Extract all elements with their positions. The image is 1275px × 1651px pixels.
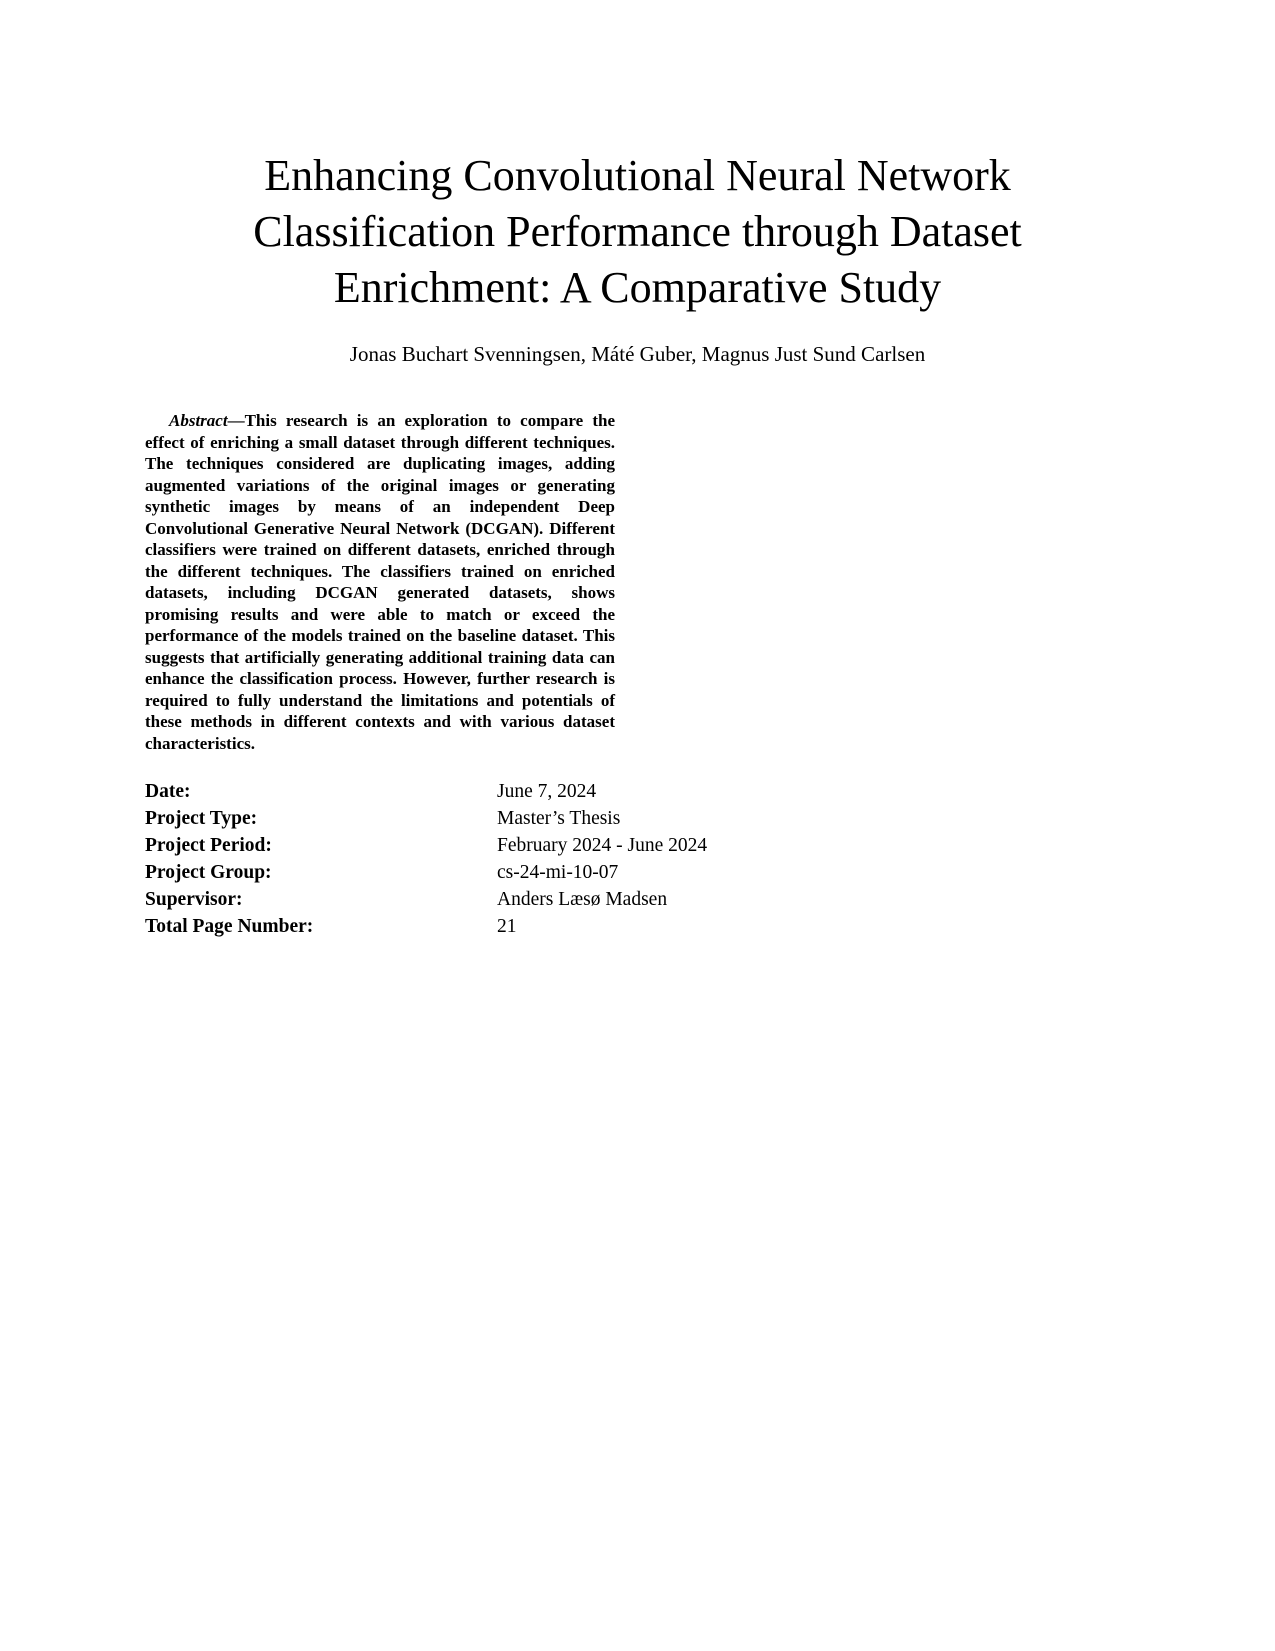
authors-line: Jonas Buchart Svenningsen, Máté Guber, Magnus Just Sund Carlsen [349,342,926,366]
meta-label-project-period: Project Period: [145,835,272,856]
meta-row-supervisor [145,886,785,913]
abstract-label: Abstract [169,411,228,430]
paper-title [0,148,1275,316]
meta-row-date [145,778,785,805]
meta-label-date: Date: [145,781,191,802]
meta-label-project-type: Project Type: [145,808,258,829]
meta-label-project-group: Project Group: [145,862,272,883]
meta-label-supervisor: Supervisor: [145,889,243,910]
meta-value-project-group: cs-24-mi-10-07 [497,862,619,883]
meta-value-date: June 7, 2024 [497,781,597,802]
abstract-body: —This research is an exploration to compare the effect of enriching a small dataset through different techniques. The techniques considered are duplicating images, adding augmented variations of the original images or generating synthetic images by means of an independent Deep Convolutional Generative Neural Network (DCGAN). Different classifiers were trained on different datasets, enriched through the different techniques. The classifiers trained on enriched datasets, including DCGAN generated datasets, shows promising results and were able to match or exceed the performance of the models trained on the baseline dataset. This suggests that artificially generating additional training data can enhance the classification process. However, further research is required to fully understand the limitations and potentials of these methods in different contexts and with various dataset characteristics. [145,411,615,753]
paper-title-line-3: Enrichment: A Comparative Study [333,263,942,312]
project-metadata [145,778,785,940]
paper-title-line-2: Classification Performance through Dataset [253,207,1022,256]
abstract-column [145,410,615,754]
abstract-paragraph [145,410,615,754]
meta-value-total-pages: 21 [497,916,517,937]
meta-row-total-pages [145,913,785,940]
paper-title-line-1: Enhancing Convolutional Neural Network [264,151,1011,200]
meta-value-project-period: February 2024 - June 2024 [497,835,708,856]
meta-row-project-period [145,832,785,859]
meta-value-supervisor: Anders Læsø Madsen [497,889,668,910]
meta-row-project-type [145,805,785,832]
meta-label-total-pages: Total Page Number: [145,916,314,937]
meta-row-project-group [145,859,785,886]
meta-value-project-type: Master’s Thesis [497,808,621,829]
